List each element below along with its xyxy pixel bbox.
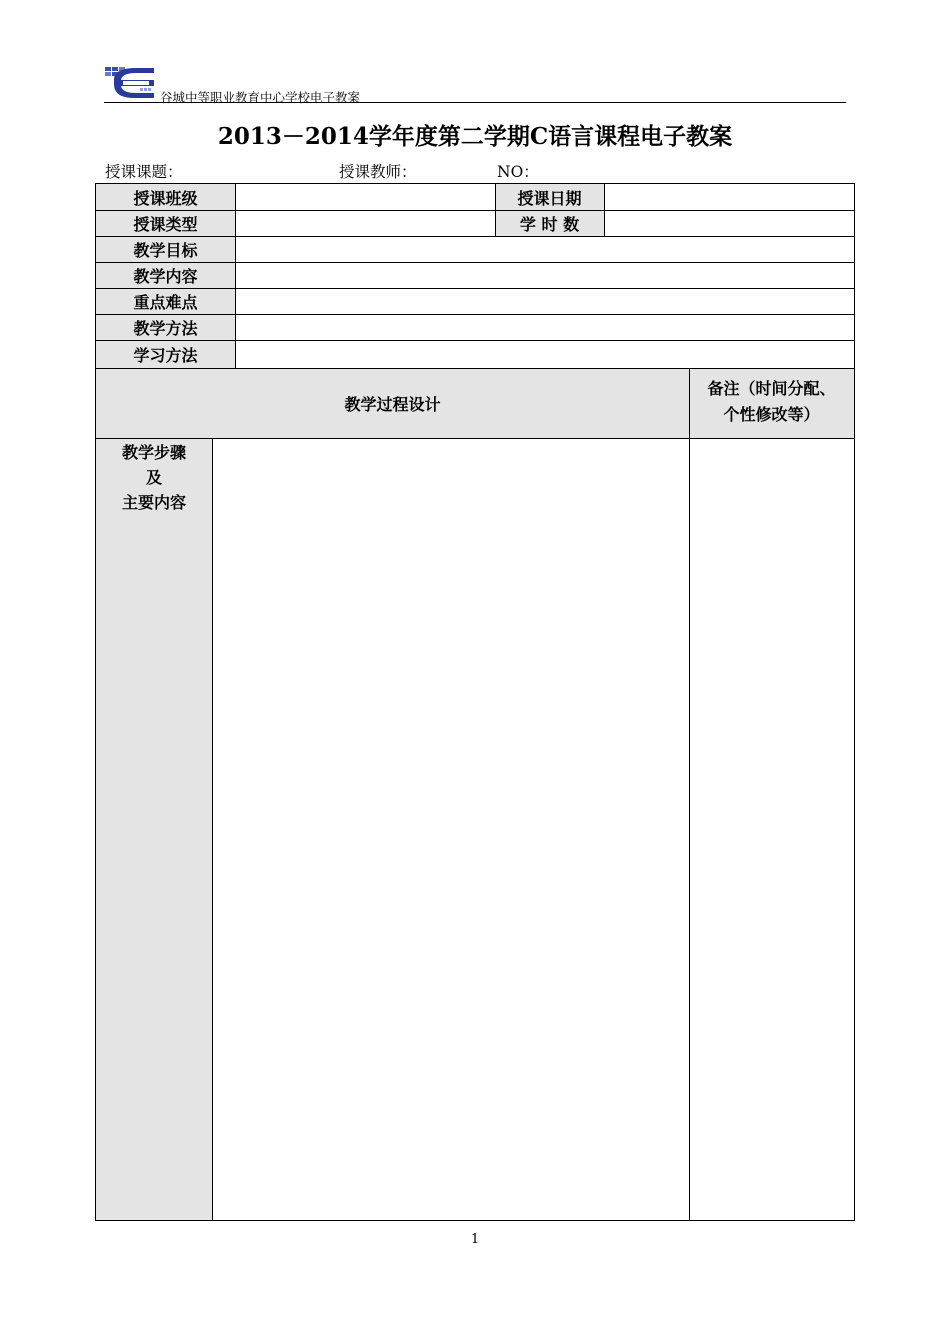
hours-field[interactable] [604,210,854,236]
teaching-method-label: 教学方法 [96,314,235,340]
remarks-header-line2: 个性修改等） [723,405,820,424]
teacher-label: 授课教师： [339,163,417,181]
type-field[interactable] [235,210,495,236]
remarks-header [689,368,854,438]
grid-line [495,184,496,236]
steps-label-line2: 及 [145,468,162,487]
grid-line [689,368,690,1220]
grid-line [96,438,854,439]
key-points-label: 重点难点 [96,288,235,314]
topic-label: 授课课题： [105,163,183,181]
content-label: 教学内容 [96,262,235,288]
learning-method-field[interactable] [235,340,854,368]
teaching-method-field[interactable] [235,314,854,340]
grid-line [96,262,854,263]
grid-line [96,314,854,315]
page-number: 1 [470,1232,480,1247]
date-field[interactable] [604,184,854,210]
number-label: NO： [497,163,539,181]
objectives-label: 教学目标 [96,236,235,262]
type-label: 授课类型 [96,210,235,236]
page-header [104,64,846,104]
key-points-field[interactable] [235,288,854,314]
steps-label-line1: 教学步骤 [121,443,186,462]
steps-label [96,438,212,1220]
objectives-field[interactable] [235,236,854,262]
remarks-header-line1: 备注（时间分配、 [707,379,836,398]
grid-line [96,340,854,341]
school-name: 谷城中等职业教育中心学校电子教案 [160,90,361,105]
grid-line [96,236,854,237]
grid-line [604,184,605,236]
grid-line [212,438,213,1220]
grid-line [96,210,854,211]
hours-label: 学 时 数 [495,210,604,236]
date-label: 授课日期 [495,184,604,210]
content-field[interactable] [235,262,854,288]
lesson-plan-table [95,183,855,1221]
header-divider [104,102,846,103]
learning-method-label: 学习方法 [96,340,235,368]
process-design-header: 教学过程设计 [96,368,689,438]
school-logo-icon [104,64,158,100]
steps-label-line3: 主要内容 [121,493,186,512]
class-label: 授课班级 [96,184,235,210]
grid-line [96,368,854,369]
steps-content-area[interactable] [212,438,689,1220]
remarks-content-area[interactable] [689,438,854,1220]
grid-line [96,288,854,289]
document-title: 2013－2014学年度第二学期C语言课程电子教案 [217,123,733,150]
class-field[interactable] [235,184,495,210]
grid-line [235,184,236,368]
